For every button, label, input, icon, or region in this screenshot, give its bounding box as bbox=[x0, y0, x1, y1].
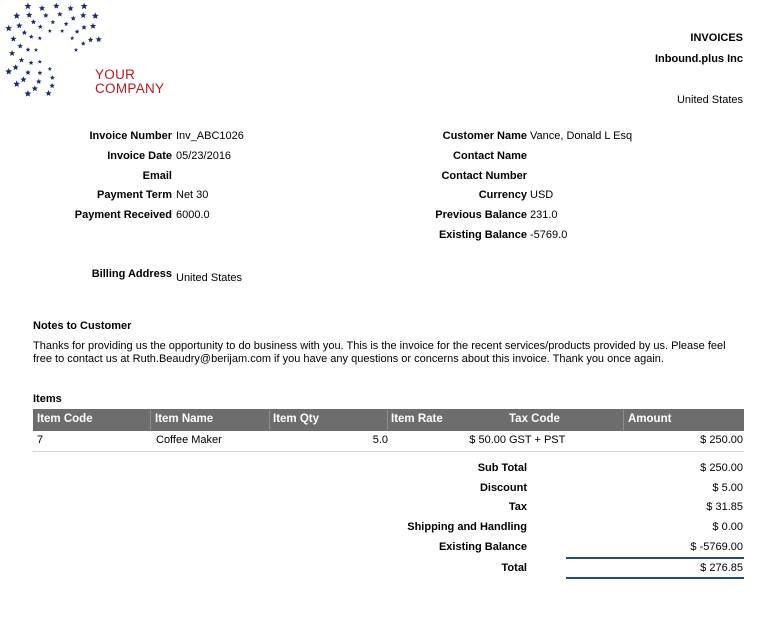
logo-star bbox=[80, 12, 86, 18]
existing-balance-value: -5769.0 bbox=[530, 229, 568, 241]
tax-label: Tax bbox=[508, 501, 527, 513]
logo-star bbox=[20, 76, 26, 82]
logo-star bbox=[57, 11, 63, 16]
customer-name-value: Vance, Donald L Esq bbox=[530, 130, 633, 142]
logo-star bbox=[92, 12, 99, 19]
logo-star bbox=[38, 36, 42, 40]
vendor-name: Inbound.plus Inc bbox=[655, 53, 743, 65]
logo-text-company: COMPANY bbox=[95, 81, 165, 96]
logo-star bbox=[13, 64, 19, 70]
logo-star bbox=[38, 70, 43, 75]
logo-star bbox=[5, 25, 12, 32]
total-rule-bottom bbox=[566, 577, 744, 579]
subtotal-value: $ 250.00 bbox=[700, 462, 743, 474]
logo-star bbox=[13, 12, 20, 18]
logo-star bbox=[24, 90, 31, 97]
logo-star bbox=[34, 48, 38, 52]
company-logo bbox=[0, 0, 188, 120]
notes-heading: Notes to Customer bbox=[33, 320, 132, 332]
col-item-rate: Item Rate bbox=[391, 413, 443, 425]
col-tax-code: Tax Code bbox=[509, 413, 560, 425]
logo-star bbox=[81, 3, 88, 10]
row-item-rate: $ 50.00 bbox=[469, 434, 506, 446]
notes-line-1: Thanks for providing us the opportunity to do business with you. This is the invoice for the recent services/products provided by us. Please feel bbox=[33, 340, 726, 352]
logo-star bbox=[96, 36, 102, 42]
subtotal-label: Sub Total bbox=[477, 462, 527, 474]
logo-star bbox=[25, 70, 31, 75]
logo-star bbox=[60, 29, 64, 33]
logo-star bbox=[50, 20, 55, 25]
logo-star bbox=[38, 60, 42, 64]
payment-received-label: Payment Received bbox=[74, 209, 172, 221]
invoice-date-value: 05/23/2016 bbox=[176, 150, 232, 162]
logo-star bbox=[29, 60, 34, 65]
document-title: INVOICES bbox=[690, 32, 743, 44]
notes-line-2: free to contact us at Ruth.Beaudry@berijam.com if you have any questions or concerns about this invoice. Thank you once again. bbox=[33, 353, 664, 365]
total-value: $ 276.85 bbox=[700, 562, 743, 574]
tax-value: $ 31.85 bbox=[706, 501, 743, 513]
existing-balance-label: Existing Balance bbox=[438, 229, 527, 241]
logo-star bbox=[90, 23, 96, 29]
billing-address-label: Billing Address bbox=[91, 268, 172, 280]
items-table-header bbox=[33, 409, 744, 431]
email-label: Email bbox=[142, 170, 172, 182]
payment-term-value: Net 30 bbox=[176, 189, 209, 201]
logo-star bbox=[31, 19, 37, 24]
col-item-name: Item Name bbox=[155, 413, 214, 425]
row-tax-code: GST + PST bbox=[509, 434, 566, 446]
logo-star bbox=[38, 24, 43, 29]
logo-star bbox=[50, 75, 55, 80]
items-heading: Items bbox=[33, 393, 62, 405]
logo-star bbox=[17, 43, 23, 48]
discount-label: Discount bbox=[479, 482, 527, 494]
vendor-country: United States bbox=[676, 94, 743, 106]
logo-star bbox=[22, 30, 28, 35]
billing-address-value: United States bbox=[176, 272, 243, 284]
discount-value: $ 5.00 bbox=[712, 482, 743, 494]
shipping-value: $ 0.00 bbox=[712, 521, 743, 533]
contact-number-label: Contact Number bbox=[441, 170, 527, 182]
logo-star bbox=[67, 5, 73, 11]
row-item-name: Coffee Maker bbox=[156, 434, 222, 446]
row-item-qty: 5.0 bbox=[372, 434, 388, 446]
logo-star bbox=[71, 16, 77, 21]
invoice-date-label: Invoice Date bbox=[107, 150, 172, 162]
logo-star bbox=[64, 21, 69, 26]
previous-balance-value: 231.0 bbox=[530, 209, 558, 221]
row-item-code: 7 bbox=[37, 434, 44, 446]
logo-star bbox=[88, 37, 94, 42]
previous-balance-label: Previous Balance bbox=[435, 209, 527, 221]
logo-star bbox=[45, 90, 51, 96]
logo-star bbox=[5, 68, 12, 75]
payment-received-value: 6000.0 bbox=[176, 209, 210, 221]
logo-star bbox=[32, 85, 38, 91]
shipping-label: Shipping and Handling bbox=[407, 521, 527, 533]
currency-value: USD bbox=[530, 189, 554, 201]
logo-star bbox=[81, 41, 86, 46]
logo-star bbox=[75, 29, 80, 34]
logo-star bbox=[9, 50, 15, 56]
totals-existing-balance-value: $ -5769.00 bbox=[690, 541, 743, 553]
logo-star bbox=[48, 67, 52, 71]
payment-term-label: Payment Term bbox=[97, 189, 172, 201]
logo-star bbox=[70, 36, 74, 40]
logo-star bbox=[29, 34, 34, 39]
contact-name-label: Contact Name bbox=[453, 150, 527, 162]
currency-label: Currency bbox=[478, 189, 527, 201]
customer-name-label: Customer Name bbox=[442, 130, 527, 142]
logo-star bbox=[53, 3, 59, 9]
logo-star bbox=[48, 29, 52, 33]
logo-star bbox=[26, 12, 32, 18]
logo-star bbox=[10, 36, 16, 42]
logo-star bbox=[43, 13, 49, 18]
logo-star bbox=[26, 47, 31, 52]
row-amount: $ 250.00 bbox=[700, 434, 743, 446]
logo-star bbox=[19, 57, 25, 62]
logo-star bbox=[81, 25, 87, 30]
globe-stars-icon bbox=[4, 0, 104, 100]
logo-star bbox=[25, 3, 32, 10]
logo-star bbox=[49, 83, 55, 88]
total-rule-top bbox=[566, 557, 744, 559]
invoice-number-value: Inv_ABC1026 bbox=[176, 130, 244, 142]
logo-star bbox=[16, 23, 22, 29]
logo-star bbox=[13, 80, 20, 87]
logo-text-your: YOUR bbox=[95, 67, 136, 82]
col-item-code: Item Code bbox=[37, 413, 93, 425]
col-amount: Amount bbox=[628, 413, 672, 425]
invoice-number-label: Invoice Number bbox=[89, 130, 172, 142]
totals-existing-balance-label: Existing Balance bbox=[438, 541, 527, 553]
logo-star bbox=[39, 5, 45, 11]
col-item-qty: Item Qty bbox=[273, 413, 320, 425]
logo-star bbox=[36, 79, 42, 84]
logo-star bbox=[74, 48, 78, 52]
row-divider bbox=[33, 451, 744, 452]
total-label: Total bbox=[501, 562, 527, 574]
